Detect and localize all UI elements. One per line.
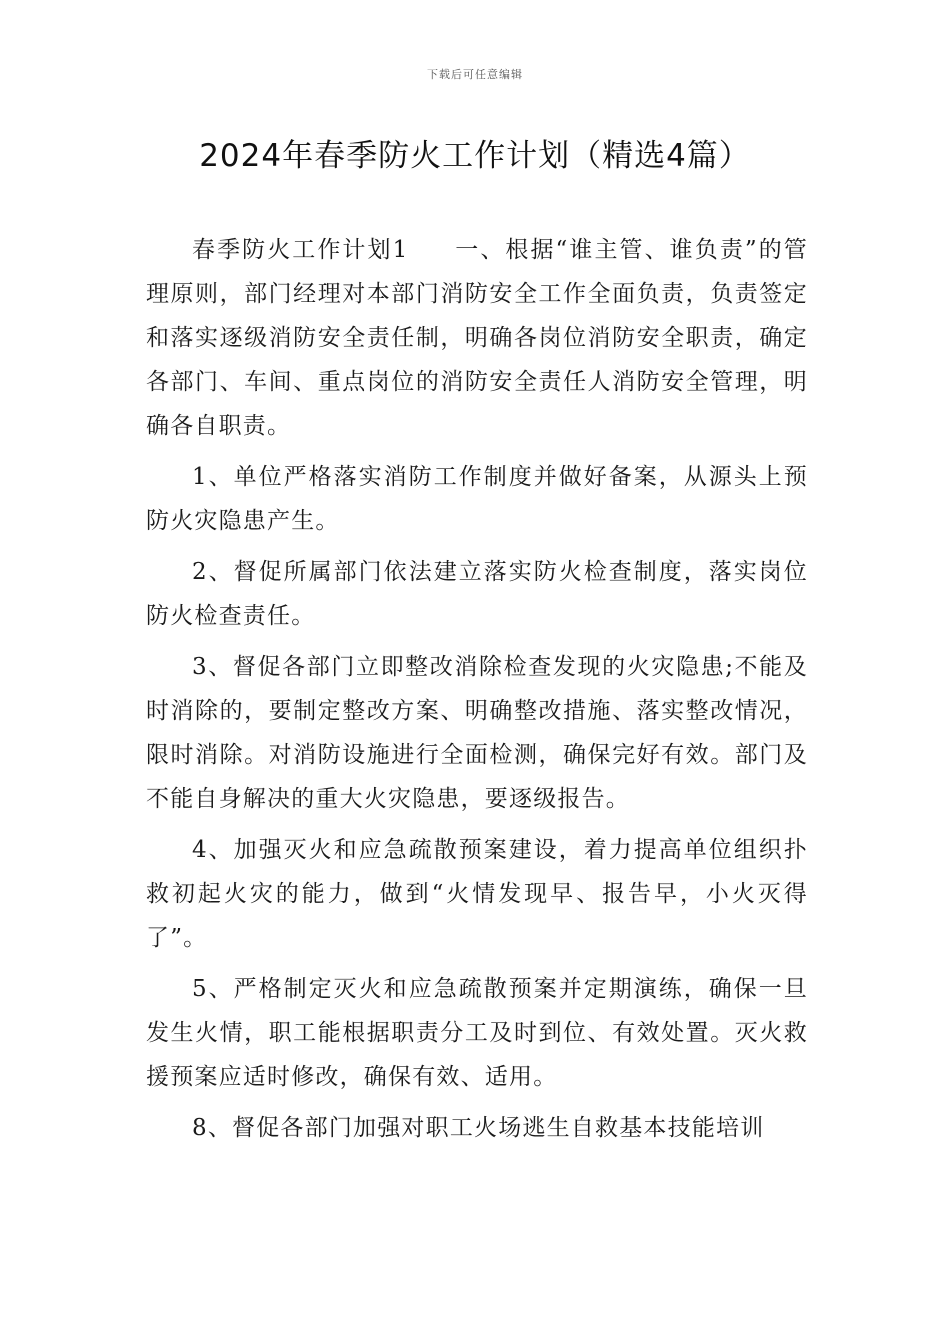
paragraph-item-4: 4、加强灭火和应急疏散预案建设，着力提高单位组织扑救初起火灾的能力，做到“火情发现早、报告早，小火灭得了”。 bbox=[146, 837, 808, 951]
paragraph-intro bbox=[146, 228, 808, 448]
paragraph-text: 一、根据“谁主管、谁负责”的管理原则，部门经理对本部门消防安全工作全面负责，负责签定和落实逐级消防安全责任制，明确各岗位消防安全职责，确定各部门、车间、重点岗位的消防安全责任人消防安全管理，明确各自职责。 bbox=[146, 237, 808, 439]
paragraph-item-1: 1、单位严格落实消防工作制度并做好备案，从源头上预防火灾隐患产生。 bbox=[146, 464, 808, 534]
header-note: 下载后可任意编辑 bbox=[427, 68, 523, 81]
paragraph-item-3: 3、督促各部门立即整改消除检查发现的火灾隐患;不能及时消除的，要制定整改方案、明确整改措施、落实整改情况，限时消除。对消防设施进行全面检测，确保完好有效。部门及不能自身解决的重大火灾隐患，要逐级报告。 bbox=[146, 654, 808, 812]
paragraph-item-2: 2、督促所属部门依法建立落实防火检查制度，落实岗位防火检查责任。 bbox=[146, 559, 808, 629]
paragraph-item-8: 8、督促各部门加强对职工火场逃生自救基本技能培训 bbox=[192, 1115, 765, 1141]
section-heading: 春季防火工作计划1 bbox=[192, 237, 409, 263]
paragraph-item-5: 5、严格制定灭火和应急疏散预案并定期演练，确保一旦发生火情，职工能根据职责分工及时到位、有效处置。灭火救援预案应适时修改，确保有效、适用。 bbox=[146, 976, 808, 1090]
document-body bbox=[146, 228, 808, 1157]
document-title: 2024年春季防火工作计划（精选4篇） bbox=[199, 138, 751, 174]
